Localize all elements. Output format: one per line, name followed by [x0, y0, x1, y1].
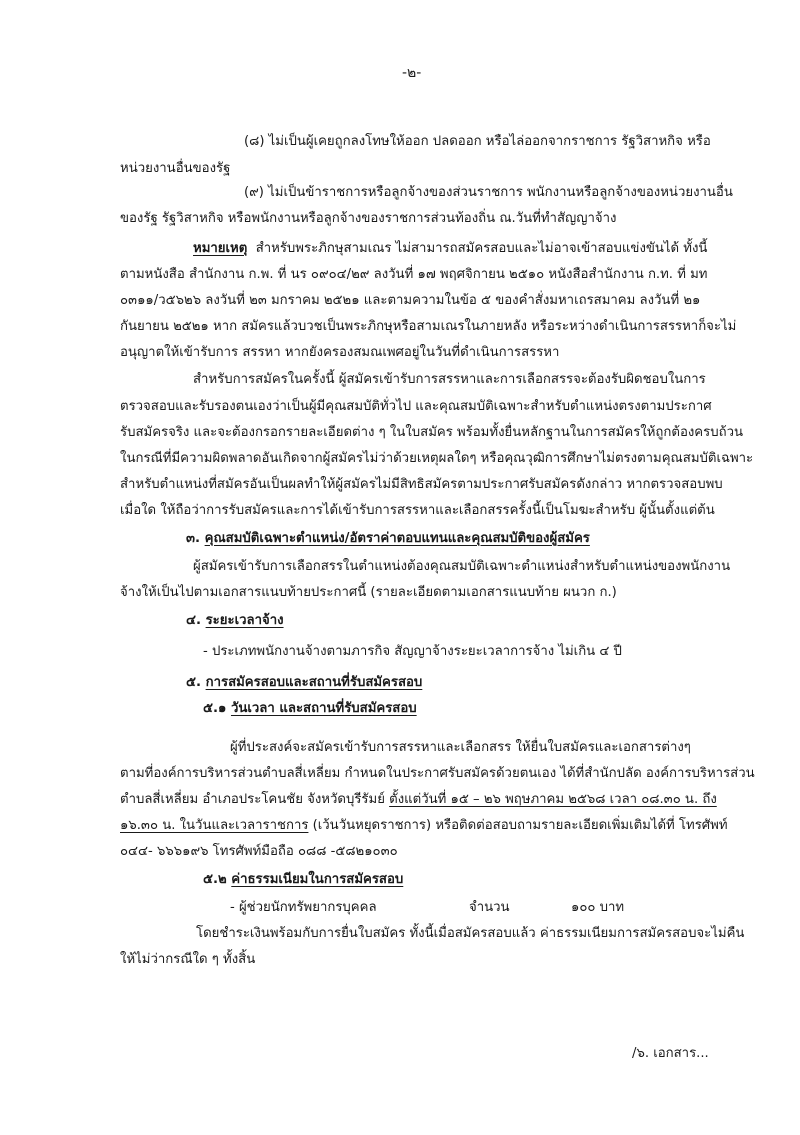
section5-2-heading [203, 873, 403, 886]
section5-para1-line5: ๐๔๔- ๖๖๖๑๙๖ โทรศัพท์มือถือ ๐๘๘ -๕๘๒๑๐๓๐ [120, 844, 398, 859]
applicant-line1: สำหรับการสมัครในครั้งนี้ ผู้สมัครเข้ารับการสรรหาและการเลือกสรรจะต้องรับผิดชอบในการ [193, 372, 706, 387]
fee-position: - ผู้ช่วยนักทรัพยากรบุคคล [230, 900, 377, 915]
fee-amount: ๑๐๐ บาท [571, 900, 625, 915]
section5-1-title: วันเวลา และสถานที่รับสมัครสอบ [230, 701, 417, 716]
applicant-line2: ตรวจสอบและรับรองตนเองว่าเป็นผู้มีคุณสมบัติทั่วไป และคุณสมบัติเฉพาะสำหรับตำแหน่งตรงตามประกาศ [120, 399, 712, 414]
contact-text: (เว้นวันหยุดราชการ) หรือติดต่อสอบถามรายละเอียดเพิ่มเติมได้ที่ โทรศัพท์ [308, 818, 728, 833]
section5-para2-line2: ให้ไม่ว่ากรณีใด ๆ ทั้งสิ้น [120, 952, 256, 967]
page-number: -๒- [402, 65, 422, 81]
remark-line2: ตามหนังสือ สำนักงาน ก.พ. ที่ นร ๐๙๐๔/๒๙ ลงวันที่ ๑๗ พฤศจิกายน ๒๕๑๐ หนังสือสำนักงาน ก.ท. ที่ มท [120, 267, 708, 282]
section5-para1-line3 [120, 793, 717, 806]
section3-title: คุณสมบัติเฉพาะตำแหน่ง/อัตราค่าตอบแทนและคุณสมบัติของผู้สมัคร [204, 531, 590, 546]
fee-qty-label: จำนวน [469, 900, 510, 915]
applicant-line3: รับสมัครจริง และจะต้องกรอกรายละเอียดต่าง ๆ ในใบสมัคร พร้อมทั้งยื่นหลักฐานในการสมัครให้ถูกต้องครบถ้วน [120, 425, 743, 440]
section5-para2-line1: โดยชำระเงินพร้อมกับการยื่นใบสมัคร ทั้งนี้เมื่อสมัครสอบแล้ว ค่าธรรมเนียมการสมัครสอบจะไม่คืน [196, 926, 745, 941]
section5-1-number: ๕.๑ [203, 701, 227, 716]
section4-line1: - ประเภทพนักงานจ้างตามภารกิจ สัญญาจ้างระยะเวลาการจ้าง ไม่เกิน ๔ ปี [203, 644, 622, 659]
remark-text: สำหรับพระภิกษุสามเณร ไม่สามารถสมัครสอบและไม่อาจเข้าสอบแข่งขันได้ ทั้งนี้ [255, 241, 708, 256]
address-text: ตำบลสี่เหลี่ยม อำเภอประโคนชัย จังหวัดบุรีรัมย์ [120, 792, 390, 807]
section5-para1-line2: ตามที่องค์การบริหารส่วนตำบลสี่เหลี่ยม กำหนดในประกาศรับสมัครด้วยตนเอง ได้ที่สำนักปลัด องค์การบริหารส่วน [120, 766, 755, 781]
remark-label: หมายเหตุ [193, 241, 248, 256]
applicant-line6: เมื่อใด ให้ถือว่าการรับสมัครและการได้เข้ารับการสรรหาและเลือกสรรครั้งนี้เป็นโมฆะสำหรับ ผู้นั้นตั้งแต่ต้น [120, 503, 715, 518]
applicant-line4: ในกรณีที่มีความผิดพลาดอันเกิดจากผู้สมัครไม่ว่าด้วยเหตุผลใดๆ หรือคุณวุฒิการศึกษาไม่ตรงตามคุณสมบัติเฉพาะ [120, 451, 754, 466]
remark-line5: อนุญาตให้เข้ารับการ สรรหา หากยังครองสมณเพศอยู่ในวันที่ดำเนินการสรรหา [120, 345, 560, 360]
section4-number: ๔. [186, 613, 201, 628]
section3-line2: จ้างให้เป็นไปตามเอกสารแนบท้ายประกาศนี้ (รายละเอียดตามเอกสารแนบท้าย ผนวก ก.) [120, 585, 617, 600]
section5-2-title: ค่าธรรมเนียมในการสมัครสอบ [231, 872, 404, 887]
footer-continuation: /๖. เอกสาร... [632, 1046, 709, 1061]
section5-number: ๕. [186, 675, 201, 690]
section3-line1: ผู้สมัครเข้ารับการเลือกสรรในตำแหน่งต้องคุณสมบัติเฉพาะตำแหน่งสำหรับตำแหน่งของพนักงาน [193, 559, 731, 574]
section3-heading [186, 532, 590, 545]
section4-title: ระยะเวลาจ้าง [205, 613, 284, 628]
item9-line2: ของรัฐ รัฐวิสาหกิจ หรือพนักงานหรือลูกจ้างของราชการส่วนท้องถิ่น ณ.วันที่ทำสัญญาจ้าง [120, 211, 617, 226]
section4-heading [186, 614, 284, 627]
section5-para1-line4 [120, 819, 728, 832]
section5-title: การสมัครสอบและสถานที่รับสมัครสอบ [205, 675, 423, 690]
item9-line1: (๙) ไม่เป็นข้าราชการหรือลูกจ้างของส่วนราชการ พนักงานหรือลูกจ้างของหน่วยงานอื่น [244, 185, 733, 200]
application-period: ตั้งแต่วันที่ ๑๕ – ๒๖ พฤษภาคม ๒๕๖๘ เวลา ๐๘.๓๐ น. ถึง [389, 792, 717, 807]
item8-line1: (๘) ไม่เป็นผู้เคยถูกลงโทษให้ออก ปลดออก หรือไล่ออกจากราชการ รัฐวิสาหกิจ หรือ [244, 134, 711, 149]
application-hours: ๑๖.๓๐ น. ในวันและเวลาราชการ [120, 818, 309, 833]
section5-heading [186, 676, 422, 689]
section3-number: ๓. [186, 531, 201, 546]
section5-1-heading [203, 702, 417, 715]
remark-line1 [193, 242, 707, 255]
applicant-line5: สำหรับตำแหน่งที่สมัครอันเป็นผลทำให้ผู้สมัครไม่มีสิทธิสมัครตามประกาศรับสมัครดังกล่าว หากตรวจสอบพบ [120, 477, 723, 492]
item8-line2: หน่วยงานอื่นของรัฐ [120, 161, 231, 176]
remark-line3: ๐๓๑๑/ว๕๖๒๖ ลงวันที่ ๒๓ มกราคม ๒๕๒๑ และตามความในข้อ ๕ ของคำสั่งมหาเถรสมาคม ลงวันที่ ๒๑ [120, 293, 701, 308]
section5-2-number: ๕.๒ [203, 872, 227, 887]
remark-line4: กันยายน ๒๕๒๑ หาก สมัครแล้วบวชเป็นพระภิกษุหรือสามเณรในภายหลัง หรือระหว่างดำเนินการสรรหาก็จะไม่ [120, 319, 737, 334]
section5-para1-line1: ผู้ที่ประสงค์จะสมัครเข้ารับการสรรหาและเลือกสรร ให้ยื่นใบสมัครและเอกสารต่างๆ [230, 740, 691, 755]
